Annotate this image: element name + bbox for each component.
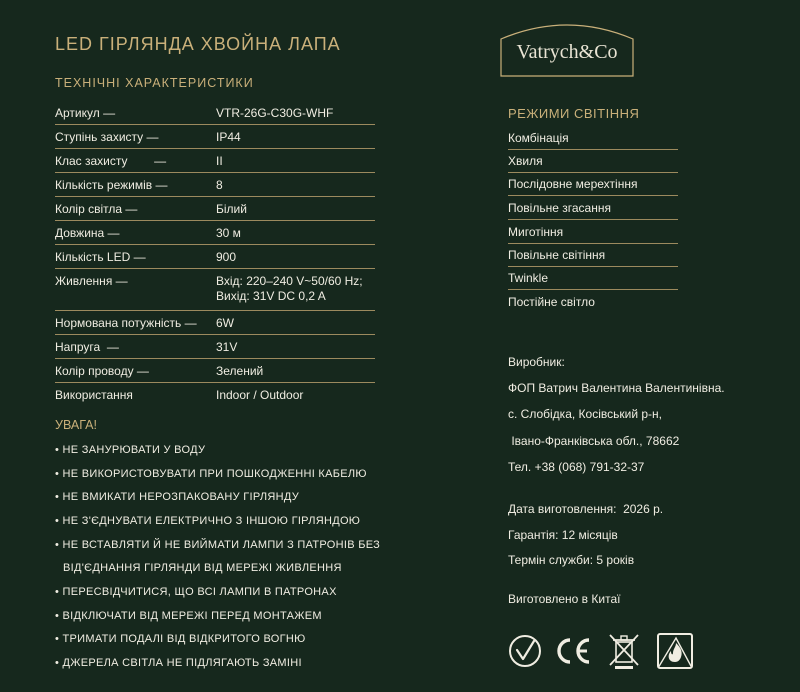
spec-value: VTR-26G-C30G-WHF [216, 106, 334, 120]
warning-item: • ТРИМАТИ ПОДАЛІ ВІД ВІДКРИТОГО ВОГНЮ [55, 633, 306, 645]
production-date: Дата виготовлення: 2026 р. [508, 502, 664, 516]
spec-row [55, 198, 375, 221]
spec-row [55, 222, 375, 245]
brand-name: Vatrych&Co [516, 41, 618, 63]
ua-conformity-icon [506, 632, 544, 675]
spec-row [55, 312, 375, 335]
warning-item: • НЕ ВИКОРИСТОВУВАТИ ПРИ ПОШКОДЖЕННІ КАБЕЛЮ [55, 468, 367, 480]
made-in: Виготовлено в Китаї [508, 592, 621, 606]
manufacturer-heading: Виробник: [508, 355, 565, 369]
mode-item [508, 222, 678, 244]
warning-item: • ВІДКЛЮЧАТИ ВІД МЕРЕЖІ ПЕРЕД МОНТАЖЕМ [55, 610, 322, 622]
spec-row [55, 174, 375, 197]
spec-label: Ступінь захисту — [55, 130, 159, 144]
mode-item [508, 245, 678, 267]
spec-row [55, 336, 375, 359]
mode-label: Постійне світло [508, 295, 595, 309]
page-title: LED ГІРЛЯНДА ХВОЙНА ЛАПА [55, 34, 341, 54]
brand-logo [499, 19, 635, 77]
spec-value: 6W [216, 316, 234, 330]
spec-row [55, 150, 375, 173]
spec-value: 31V [216, 340, 238, 354]
warning-heading: УВАГА! [55, 418, 97, 432]
spec-label: Клас захисту — [55, 154, 167, 168]
spec-value: 30 м [216, 226, 241, 240]
spec-label: Живлення — [55, 274, 128, 288]
spec-row [55, 384, 375, 406]
manufacturer-address: Івано-Франківська обл., 78662 [508, 434, 680, 448]
manufacturer-phone: Тел. +38 (068) 791-32-37 [508, 460, 645, 474]
spec-label: Використання [55, 388, 133, 402]
service-life: Термін служби: 5 років [508, 553, 635, 567]
spec-value-line: Вихід: 31V DC 0,2 A [216, 289, 326, 303]
spec-label: Колір світла — [55, 202, 138, 216]
manufacturer-address: с. Слобідка, Косівський р-н, [508, 407, 662, 421]
weee-bin-icon [606, 632, 642, 675]
spec-value [216, 274, 363, 304]
warning-item: • НЕ ВСТАВЛЯТИ Й НЕ ВИЙМАТИ ЛАМПИ З ПАТРОНІВ БЕЗ [55, 539, 381, 551]
warning-item: • ПЕРЕСВІДЧИТИСЯ, ЩО ВСІ ЛАМПИ В ПАТРОНАХ [55, 586, 337, 598]
mode-item [508, 292, 678, 313]
spec-label: Напруга — [55, 340, 119, 354]
warning-item: ВІД'ЄДНАННЯ ГІРЛЯНДИ ВІД МЕРЕЖІ ЖИВЛЕННЯ [63, 562, 342, 574]
spec-label: Нормована потужність — [55, 316, 197, 330]
specs-heading: ТЕХНІЧНІ ХАРАКТЕРИСТИКИ [55, 76, 254, 90]
spec-value: Indoor / Outdoor [216, 388, 304, 402]
spec-label: Довжина — [55, 226, 120, 240]
mode-item [508, 174, 678, 196]
warning-item: • НЕ З'ЄДНУВАТИ ЕЛЕКТРИЧНО З ІНШОЮ ГІРЛЯНДОЮ [55, 515, 361, 527]
warning-item: • ДЖЕРЕЛА СВІТЛА НЕ ПІДЛЯГАЮТЬ ЗАМІНІ [55, 657, 302, 669]
fire-safety-icon [656, 632, 696, 675]
manufacturer-name: ФОП Ватрич Валентина Валентинівна. [508, 381, 725, 395]
ce-mark-icon [553, 632, 593, 675]
mode-label: Повільне згасання [508, 201, 611, 215]
warning-item: • НЕ ЗАНУРЮВАТИ У ВОДУ [55, 444, 206, 456]
warning-item: • НЕ ВМИКАТИ НЕРОЗПАКОВАНУ ГІРЛЯНДУ [55, 491, 300, 503]
spec-row [55, 360, 375, 383]
mode-label: Twinkle [508, 271, 549, 285]
mode-label: Хвиля [508, 154, 543, 168]
mode-label: Послідовне мерехтіння [508, 177, 638, 191]
spec-row [55, 102, 375, 125]
spec-value: 900 [216, 250, 237, 264]
spec-value: II [216, 154, 223, 168]
spec-label: Кількість режимів — [55, 178, 168, 192]
spec-label: Колір проводу — [55, 364, 149, 378]
spec-label: Артикул — [55, 106, 116, 120]
mode-item [508, 128, 678, 150]
spec-label: Кількість LED — [55, 250, 146, 264]
mode-label: Миготіння [508, 225, 564, 239]
spec-value: 8 [216, 178, 223, 192]
modes-heading: РЕЖИМИ СВІТІННЯ [508, 106, 640, 121]
spec-value: Зелений [216, 364, 264, 378]
mode-label: Повільне світіння [508, 248, 606, 262]
spec-row [55, 270, 375, 311]
warranty: Гарантія: 12 місяців [508, 528, 618, 542]
spec-row [55, 126, 375, 149]
mode-item [508, 151, 678, 173]
mode-item [508, 198, 678, 220]
mode-item [508, 268, 678, 290]
spec-row [55, 246, 375, 269]
mode-label: Комбінація [508, 131, 569, 145]
spec-value: IP44 [216, 130, 241, 144]
spec-value-line: Вхід: 220–240 V~50/60 Hz; [216, 274, 363, 288]
spec-value: Білий [216, 202, 247, 216]
